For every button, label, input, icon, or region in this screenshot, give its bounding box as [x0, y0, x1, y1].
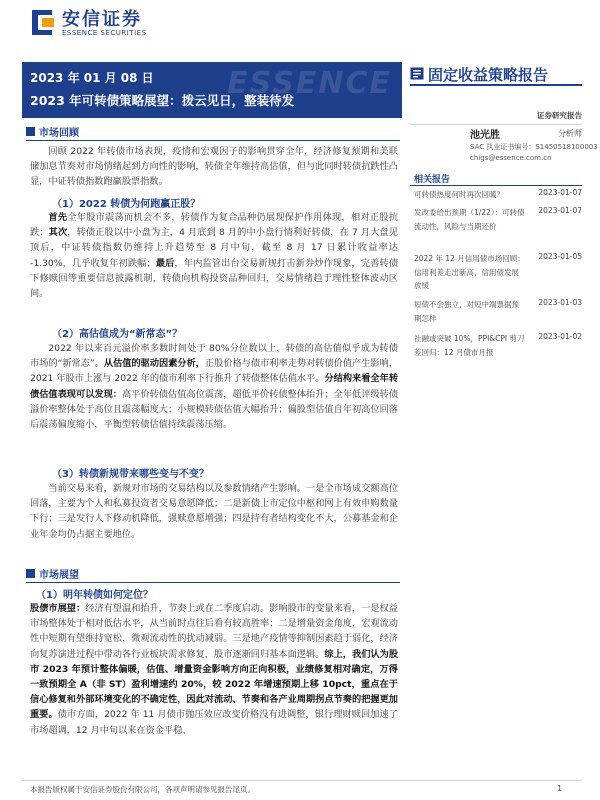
section-divider [26, 140, 400, 141]
lead-valuation-2: 分结构来看全年转债估值表现可以发现： [30, 373, 398, 400]
related-report-date: 2023-01-03 [538, 298, 582, 307]
text-second: ，转债正股以中小盘为主，4 月底到 8 月的中小盘行情利好转债，在 7 月大盘见顶后，中证转债指数仍维持上升趋势至 8 月中旬，截至 8 月 17 日累计收益率达 -1.30%，几乎收复年初跌幅； [30, 227, 398, 269]
text-valuation-1: 2022 年以来百元溢价率多数时间处于 80%分位数以上，转债的高估值似乎成为转债市场的“新常态”。 [30, 343, 398, 370]
logo-name-cn: 安信证券 [62, 9, 142, 30]
text-third: ，年内监管出台交易新规打击新券炒作现象，完善转债下修赎回等重要信息披露机制，转债向机构投资品种回归，交易情绪趋于理性整体波动区间。 [30, 257, 398, 300]
page-number: 1 [557, 784, 562, 793]
related-report-title[interactable]: 发改委给出预期（1/22）：可转债流动性，风险与当期还价 [414, 208, 525, 231]
related-report-item[interactable] [410, 188, 582, 208]
report-title: 2023 年可转债策略展望：拨云见日，整装待发 [30, 93, 295, 108]
subsection-heading: （1）2022 转债为何跑赢正股？ [52, 199, 201, 210]
related-reports-heading: 相关报告 [410, 172, 582, 186]
related-report-date: 2023-01-05 [538, 252, 582, 261]
report-icon [410, 67, 424, 80]
section-heading-text: 市场展望 [39, 570, 79, 581]
lead-valuation-1: 从估值的驱动因素分析， [103, 358, 205, 370]
analyst-sac: SAC 执业证书编号：S1450518100003 [470, 143, 598, 151]
lead-first: 首先 [48, 212, 68, 223]
paragraph-outperform [30, 210, 398, 332]
paragraph-new-rules: 当前交易来看，新规对市场的交易结构以及参数情绪产生影响。一是全市场成交额高位回落，主要为个人和私募投资者交易意愿降低；二是新债上市定位中枢和网上有效申购数量下行；三是发行人下修动机降低，强赎意愿增强；四是持有者结构变化不大，公募基金和企业年金均仍占据主要地位。 [30, 483, 398, 540]
report-tag: 证券研究报告 [537, 111, 582, 120]
company-logo [30, 4, 180, 44]
related-report-title[interactable]: 短债不会独立，对短中端票据预期怎样 [414, 300, 519, 323]
logo-mark-icon [30, 6, 56, 36]
intro-paragraph: 回顾 2022 年转债市场表现，疫情和宏观因子的影响贯穿全年，经济修复预期和美联储加息节奏对市场情绪起到方向性的影响，转债全年维持高估值，但与此同时转债抗跌性凸显，中证转债指数跑赢股票指数。 [30, 146, 398, 188]
analyst-name: 池光胜 [470, 130, 500, 141]
paragraph-outlook [30, 601, 398, 779]
section-heading-text: 市场回顾 [39, 128, 79, 139]
related-report-title[interactable]: 2022 年 12 月信用债市场回顾：信用利差走出新高，信用债发展放缓 [414, 254, 525, 290]
lead-second: 其次 [48, 227, 68, 239]
report-type-label: 固定收益策略报告 [428, 66, 549, 84]
section-divider [26, 582, 400, 583]
meta-divider [410, 124, 582, 125]
related-report-item[interactable] [410, 252, 582, 302]
related-report-item[interactable] [410, 298, 582, 334]
subsection-heading: （2）高估值成为“新常态”？ [52, 329, 183, 340]
section-heading-review [26, 124, 146, 140]
banner-watermark: ESSENCE [227, 66, 392, 101]
text-outlook-2: 债市方面，2022 年 11 月债市抛压效应改变价格没有进调整，银行理财赎回加速了市场超调，12 月中旬以来在资金平稳、 [30, 709, 398, 736]
related-report-item[interactable] [410, 206, 582, 256]
section-square-icon [26, 127, 35, 136]
lead-third: 最后 [155, 257, 175, 269]
lead-outlook-2: 综上，我们认为股市 2023 年预计整体偏暖，估值、增量资金影响方向正向积极，业绩修复相对确定，万得一致预期全 A（非 ST）盈利增速约 20%，较 2022 年增速预期上移 10pct，重点在于信心修复和外部环境变化的不确定性，因此对流动、节奏和各产业周期拐点节奏的把握更加重要。 [30, 648, 398, 721]
related-report-title[interactable]: 可转债热度何时再次回暖？ [414, 190, 504, 199]
text-valuation-2: 正股价格与债市利率走势对转债价值产生影响，2021 年股市上涨与 2022 年的债市利率下行推升了转债整体估值水平。 [30, 358, 398, 385]
report-date: 2023 年 01 月 08 日 [30, 71, 154, 85]
analyst-email[interactable]: chigs@essence.com.cn [470, 154, 552, 162]
related-report-date: 2023-01-02 [538, 332, 582, 341]
related-report-item[interactable] [410, 332, 582, 378]
logo-name-en: ESSENCE SECURITIES [62, 29, 147, 37]
related-report-date: 2023-01-07 [538, 206, 582, 215]
subsection-heading: （1）明年转债如何定位？ [36, 590, 153, 601]
analyst-role: 分析师 [558, 129, 582, 138]
title-banner [22, 62, 402, 118]
text-outlook-1: 经济有望温和抬升，节奏上或在二季度启动。影响股市的变量来看，一是权益市场整体处于相对低估水平，从当前时点往后看有较高胜率；二是增量资金角度，宏观流动性中短期有望维持宽松，微观流动性的扰动减弱。三是地产疫情等抑制因素趋于弱化，经济向复苏演进过程中带动各行业板块需求修复，股市逐渐回归基本面逻辑。 [30, 603, 398, 660]
report-type-header [410, 64, 582, 86]
page-footer [22, 780, 582, 794]
related-report-date: 2023-01-07 [538, 188, 582, 197]
text-valuation-3: 高平价转债估值高位震荡，超低平价转债整体抬升；全年低评级转债溢价率整体处于高位且震荡幅度大；小规模转债估值大幅抬升；偏股型估值自年初高位回落后震荡偏度缩小，平衡型转债估值持续震荡压缩。 [30, 388, 398, 431]
section-heading-outlook [26, 566, 146, 582]
footer-disclaimer: 本报告版权属于安信证券股份有限公司，各项声明请参见报告尾页。 [30, 785, 255, 794]
paragraph-valuation [30, 341, 398, 463]
lead-outlook: 股债市展望： [30, 603, 86, 614]
section-square-icon [26, 569, 35, 578]
subsection-heading: （3）转债新规带来哪些变与不变？ [52, 469, 209, 480]
related-report-title[interactable]: 社融或突破 10%，PPI&CPI 剪刀差回归：12 月债市月报 [414, 334, 525, 357]
text-first: 全年股市震荡而机会不多，转债作为复合品种仍展现保护作用体现，相对正股抗跌； [30, 212, 398, 239]
